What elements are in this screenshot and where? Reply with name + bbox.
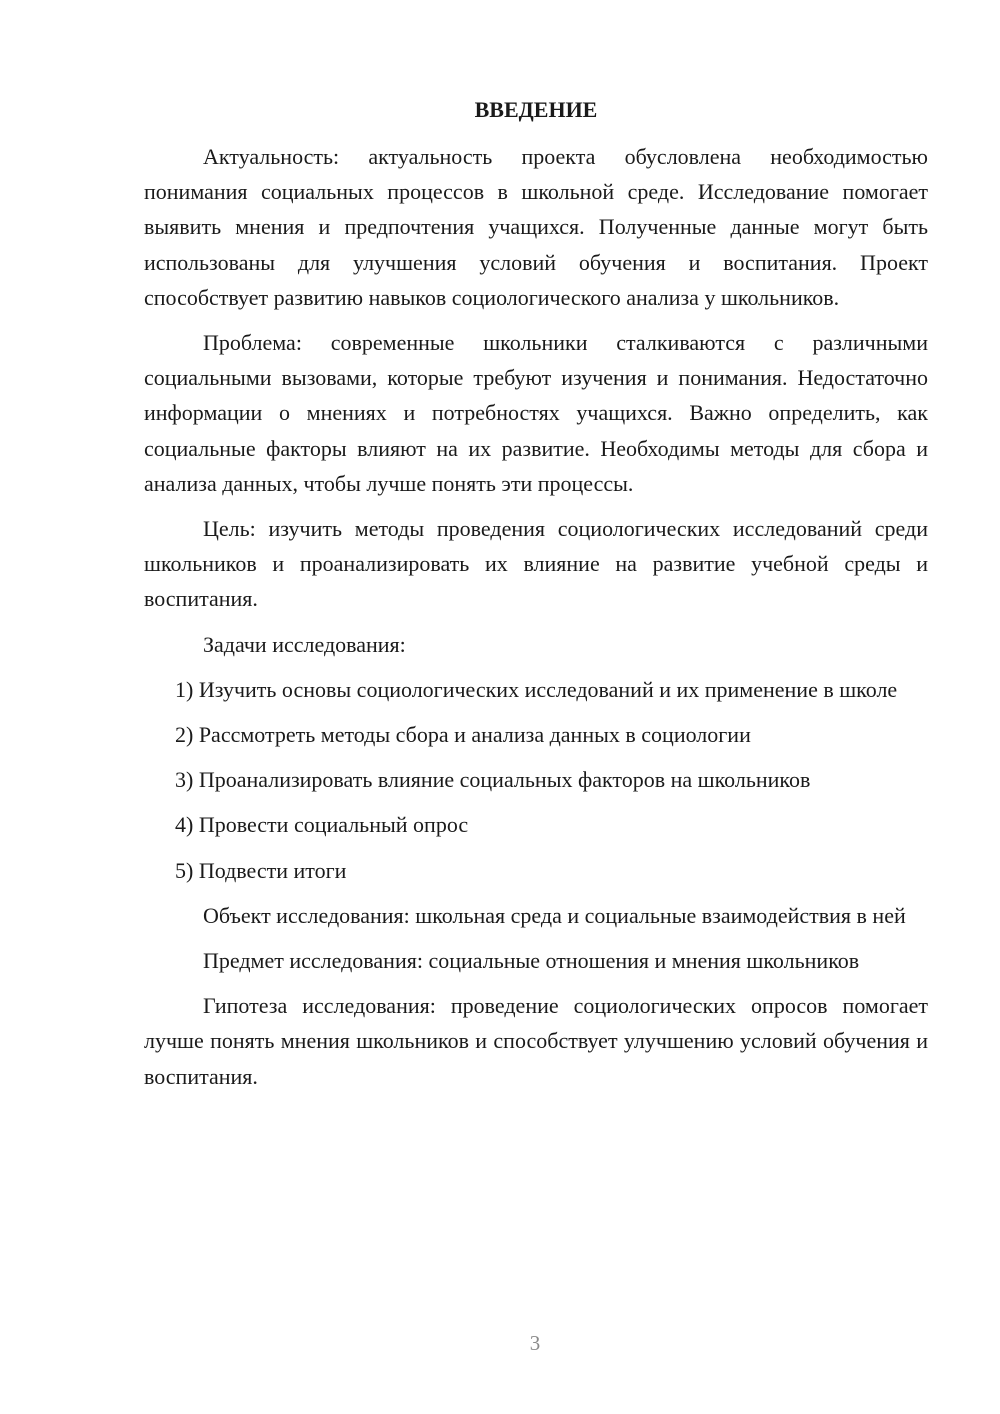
- subject-paragraph: Предмет исследования: социальные отношения и мнения школьников: [203, 948, 860, 974]
- problem-paragraph: Проблема: современные школьники сталкиваются с различными социальными вызовами, которые требуют изучения и понимания. Недостаточно информации о мнениях и потребностях учащихся. Важно определить, как социальные факторы влияют на их развитие. Необходимы методы для сбора и анализа данных, чтобы лучше понять эти процессы.: [144, 330, 928, 496]
- hypothesis-paragraph: Гипотеза исследования: проведение социологических опросов помогает лучше понять мнения школьников и способствует улучшению условий обучения и воспитания.: [144, 993, 928, 1089]
- goal-paragraph: Цель: изучить методы проведения социологических исследований среди школьников и проанализировать их влияние на развитие учебной среды и воспитания.: [144, 516, 928, 612]
- task-item-5: 5) Подвести итоги: [175, 857, 347, 883]
- section-title: ВВЕДЕНИЕ: [474, 97, 598, 122]
- task-item-2: 2) Рассмотреть методы сбора и анализа данных в социологии: [175, 722, 751, 748]
- task-item-1: 1) Изучить основы социологических исследований и их применение в школе: [175, 676, 898, 702]
- task-item-4: 4) Провести социальный опрос: [175, 812, 469, 838]
- page-number: 3: [529, 1331, 541, 1355]
- task-item-3: 3) Проанализировать влияние социальных факторов на школьников: [175, 767, 811, 793]
- relevance-paragraph: Актуальность: актуальность проекта обусловлена необходимостью понимания социальных процессов в школьной среде. Исследование помогает выявить мнения и предпочтения учащихся. Полученные данные могут быть использованы для улучшения условий обучения и воспитания. Проект способствует развитию навыков социологического анализа у школьников.: [144, 144, 928, 310]
- object-paragraph: Объект исследования: школьная среда и социальные взаимодействия в ней: [203, 902, 906, 928]
- tasks-heading: Задачи исследования:: [203, 631, 406, 657]
- document-page: [144, 92, 928, 1104]
